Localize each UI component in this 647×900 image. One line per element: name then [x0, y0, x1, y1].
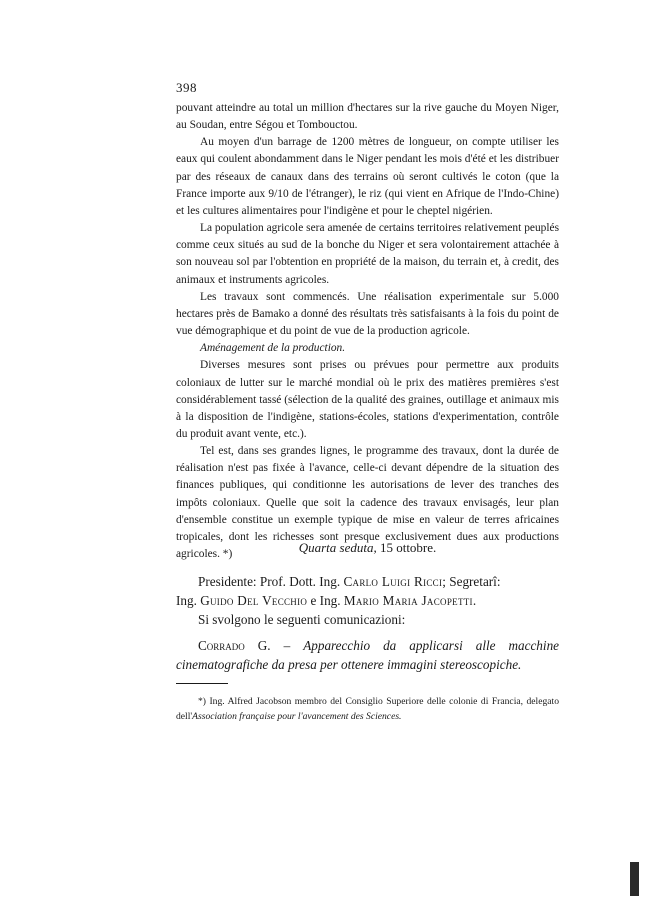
- separator: ;: [442, 574, 446, 589]
- presidency-block: [176, 572, 566, 629]
- footnote-association: Association française pour l'avancement des Sciences.: [192, 711, 402, 722]
- conjunction: e: [310, 593, 317, 608]
- paragraph-population: La population agricole sera amenée de certains territoires relativement peuplés comme ceux situés au sud de la bonche du Niger et sera volontairement attachée à son nouveau sol par l'obtention en propriété de la maison, du terrain et, à credit, des animaux et instruments agricoles.: [176, 222, 559, 286]
- paragraph-barrage: Au moyen d'un barrage de 1200 mètres de longueur, on compte utiliser les eaux qui coulent abondamment dans le Niger pendant les mois d'été et les distribuer par des réseaux de canaux dans des terrains où seront cultivés le coton (que la France importe aux 9/10 de l'étranger), le riz (qui vient en Afrique de l'Indo-Chine) et les cultures alimentaires pour l'indigène et pour le cheptel nigérien.: [176, 136, 559, 217]
- secretary2-title: Ing.: [319, 593, 341, 608]
- section-subheading: Aménagement de la production.: [200, 342, 346, 355]
- president-title: Prof. Dott. Ing.: [259, 574, 341, 589]
- communication-dash: –: [283, 638, 291, 653]
- scan-edge-mark: [630, 862, 639, 896]
- communication-author: Corrado G.: [198, 638, 271, 653]
- period: .: [472, 593, 477, 608]
- secretary1-title: Ing.: [176, 593, 197, 608]
- president-name: Carlo Luigi Ricci: [343, 574, 443, 589]
- president-label: Presidente:: [198, 574, 257, 589]
- paragraph-continuation: pouvant atteindre au total un million d'hectares sur la rive gauche du Moyen Niger, au Soudan, entre Ségou et Tombouctou.: [176, 102, 559, 132]
- footnote-marker: *): [198, 696, 206, 707]
- secretaries-label: Segretarî:: [449, 574, 501, 589]
- paragraph-programme: Tel est, dans ses grandes lignes, le programme des travaux, dont la durée de réalisation n'est pas fixée à l'avance, celle-ci devant dépendre de la situation des finances publiques, qui conditionne les autorisations de lever des tranches des impôts coloniaux. Quelle que soit la cadence des travaux envisagés, leur plan d'ensemble constitue un exemple typique de mise en valeur de terres africaines tropicales, dont les richesses sont presque exclusivement dues aux productions agricoles. *): [176, 445, 559, 561]
- footnote-text: Ing. Alfred Jacobson membro del Consiglio Superiore delle colonie di Francia, delegato dell': [176, 696, 559, 722]
- footnote: [176, 694, 559, 724]
- session-date: 15 ottobre.: [379, 540, 437, 555]
- page-number: 398: [176, 80, 197, 95]
- presidency-line: [176, 572, 566, 591]
- paragraph-mesures: Diverses mesures sont prises ou prévues pour permettre aux produits coloniaux de lutter sur le marché mondial où le prix des matières premières s'est considérablement tassé (sélection de la qualité des graines, outillage et animaux mis à la disposition de l'indigène, stations-écoles, stations d'experimentation, contrôle du produit avant vente, etc.).: [176, 359, 559, 440]
- communications-intro: Si svolgono le seguenti comunicazioni:: [198, 612, 406, 627]
- footnote-rule: [176, 683, 228, 684]
- communication-title: Apparecchio da applicarsi alle macchine cinematografiche da presa per ottenere immagini stereoscopiche.: [176, 638, 560, 672]
- secretary2-name: Mario Maria Jacopetti: [343, 593, 473, 608]
- session-title: Quarta seduta,: [298, 540, 377, 555]
- paragraph-travaux: Les travaux sont commencés. Une réalisation experimentale sur 5.000 hectares près de Bamako a donné des résultats très satisfaisants à la fois du point de vue démographique et du point de vue de la production agricole.: [176, 290, 559, 338]
- secretary1-name: Guido Del Vecchio: [200, 593, 308, 608]
- main-text: [176, 100, 559, 563]
- secretaries-line: [176, 591, 566, 610]
- session-heading: [176, 540, 559, 556]
- communication-entry: [176, 636, 559, 674]
